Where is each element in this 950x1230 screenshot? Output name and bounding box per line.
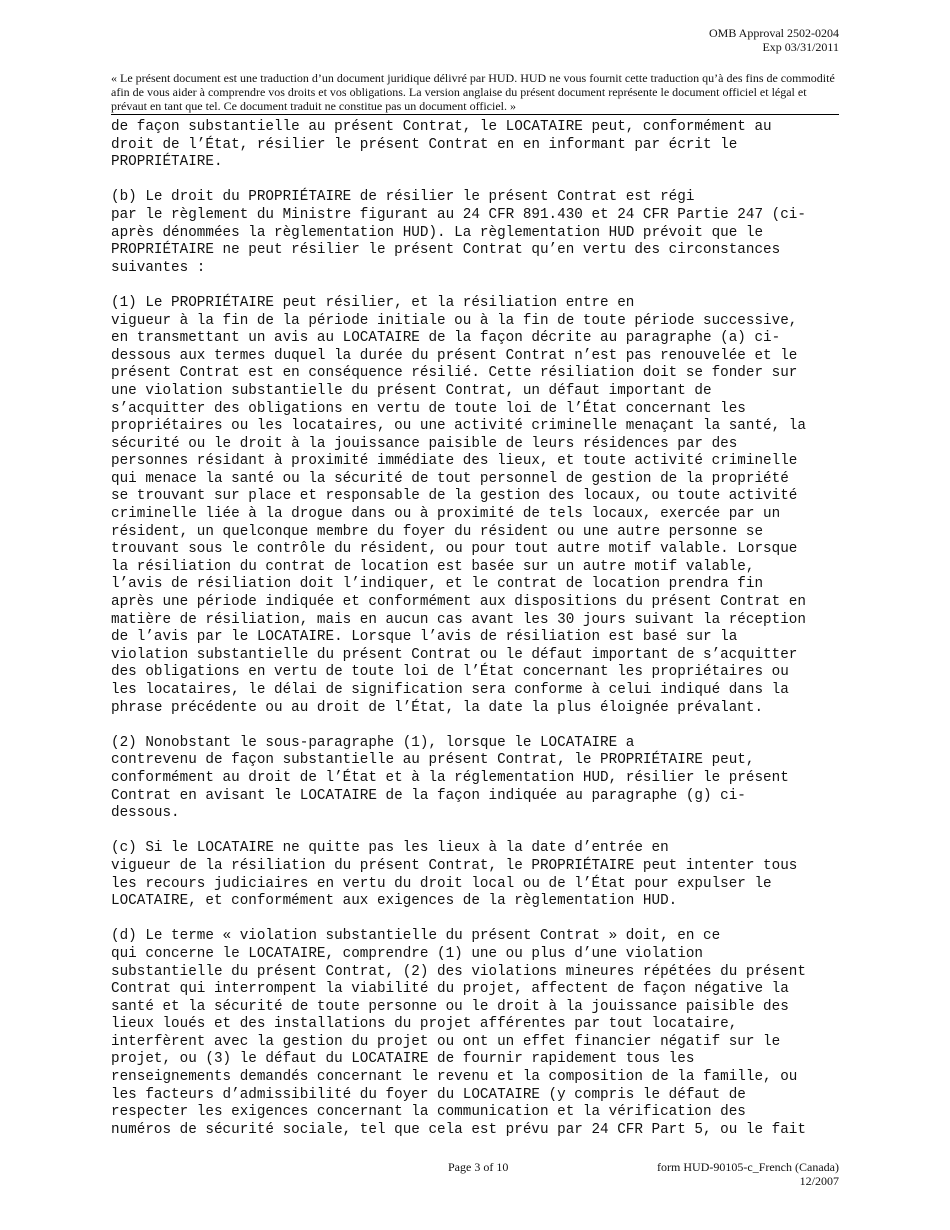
form-name: form HUD-90105-c_French (Canada) (657, 1160, 839, 1174)
subparagraph-b2: (2) Nonobstant le sous-paragraphe (1), lorsque le LOCATAIRE a contrevenu de façon substantielle au présent Contrat, le PROPRIÉTAIRE peut, conformément au droit de l’État et à la réglementation HUD, résilier le présent Contrat en avisant le LOCATAIRE de la façon indiquée au paragraphe (g) ci- dessous. (111, 734, 789, 822)
document-body (111, 119, 871, 1157)
form-identifier (657, 1160, 839, 1188)
subparagraph-b1: (1) Le PROPRIÉTAIRE peut résilier, et la résiliation entre en vigueur à la fin de la période initiale ou à la fin de toute période successive, en transmettant un avis au LOCATAIRE de la façon décrite au paragraphe (a) ci- dessous aux termes duquel la durée du présent Contrat n’est pas renouvelée et le présent Contrat est en conséquence résilié. Cette résiliation doit se fonder sur une violation substantielle du présent Contrat, un défaut important de s’acquitter des obligations en vertu de toute loi de l’État concernant les propriétaires ou les locataires, ou une activité criminelle menaçant la santé, la sécurité ou le droit à la jouissance paisible de leurs résidences par des personnes résidant à proximité immédiate des lieux, et toute activité criminelle qui menace la santé ou la sécurité de tout personnel de gestion de la propriété se trouvant sur place et responsable de la gestion des locaux, ou toute activité criminelle liée à la drogue dans ou à proximité de tels locaux, exercée par un résident, un quelconque membre du foyer du résident ou une autre personne se trouvant sous le contrôle du résident, ou pour tout autre motif valable. Lorsque la résiliation du contrat de location est basée sur un autre motif valable, l’avis de résiliation doit l’indiquer, et le contrat de location prendra fin après une période indiquée et conformément aux dispositions du présent Contrat en matière de résiliation, mais en aucun cas avant les 30 jours suivant la réception de l’avis par le LOCATAIRE. Lorsque l’avis de résiliation est basé sur la violation substantielle du présent Contrat ou le défaut important de s’acquitter des obligations en vertu de toute loi de l’État concernant les propriétaires ou les locataires, le délai de signification sera conforme à celui indiqué dans la phrase précédente ou au droit de l’État, la date la plus éloignée prévalant. (111, 294, 806, 716)
page-number: Page 3 of 10 (448, 1160, 509, 1174)
paragraph-continuation: de façon substantielle au présent Contrat, le LOCATAIRE peut, conformément au droit de l’État, résilier le présent Contrat en en informant par écrit le PROPRIÉTAIRE. (111, 119, 772, 171)
omb-approval-block (709, 26, 839, 54)
form-date: 12/2007 (799, 1174, 839, 1188)
paragraph-d: (d) Le terme « violation substantielle du présent Contrat » doit, en ce qui concerne le LOCATAIRE, comprendre (1) une ou plus d’une violation substantielle du présent Contrat, (2) des violations mineures répétées du présent Contrat qui interrompent la viabilité du projet, affectent de façon négative la santé et la sécurité de toute personne ou le droit à la jouissance paisible des lieux loués et des installations du projet afférentes par tout locataire, interfèrent avec la gestion du projet ou ont un effet financier négatif sur le projet, ou (3) le défaut du LOCATAIRE de fournir rapidement tous les renseignements demandés concernant le revenu et la composition de la famille, ou les facteurs d’admissibilité du foyer du LOCATAIRE (y compris le défaut de respecter les exigences concernant la communication et la vérification des numéros de sécurité sociale, tel que cela est prévu par 24 CFR Part 5, ou le fait (111, 928, 806, 1138)
paragraph-c: (c) Si le LOCATAIRE ne quitte pas les lieux à la date d’entrée en vigueur de la résiliation du présent Contrat, le PROPRIÉTAIRE peut intenter tous les recours judiciaires en vertu du droit local ou de l’État pour expulser le LOCATAIRE, et conformément aux exigences de la règlementation HUD. (111, 840, 798, 910)
omb-approval-number: OMB Approval 2502-0204 (709, 26, 839, 40)
translation-disclaimer: « Le présent document est une traduction d’un document juridique délivré par HUD. HUD ne vous fournit cette traduction qu’à des fins de commodité afin de vous aider à comprendre vos droits et vos obligations. La version anglaise du présent document représente le document officiel et légal et prévaut en tant que tel. Ce document traduit ne constitue pas un document officiel. » (111, 71, 839, 115)
omb-expiration-date: Exp 03/31/2011 (762, 40, 839, 54)
paragraph-b: (b) Le droit du PROPRIÉTAIRE de résilier le présent Contrat est régi par le règlement du Ministre figurant au 24 CFR 891.430 et 24 CFR Partie 247 (ci- après dénommées la règlementation HUD). La règlementation HUD prévoit que le PROPRIÉTAIRE ne peut résilier le présent Contrat qu’en vertu des circonstances suivantes : (111, 189, 806, 276)
